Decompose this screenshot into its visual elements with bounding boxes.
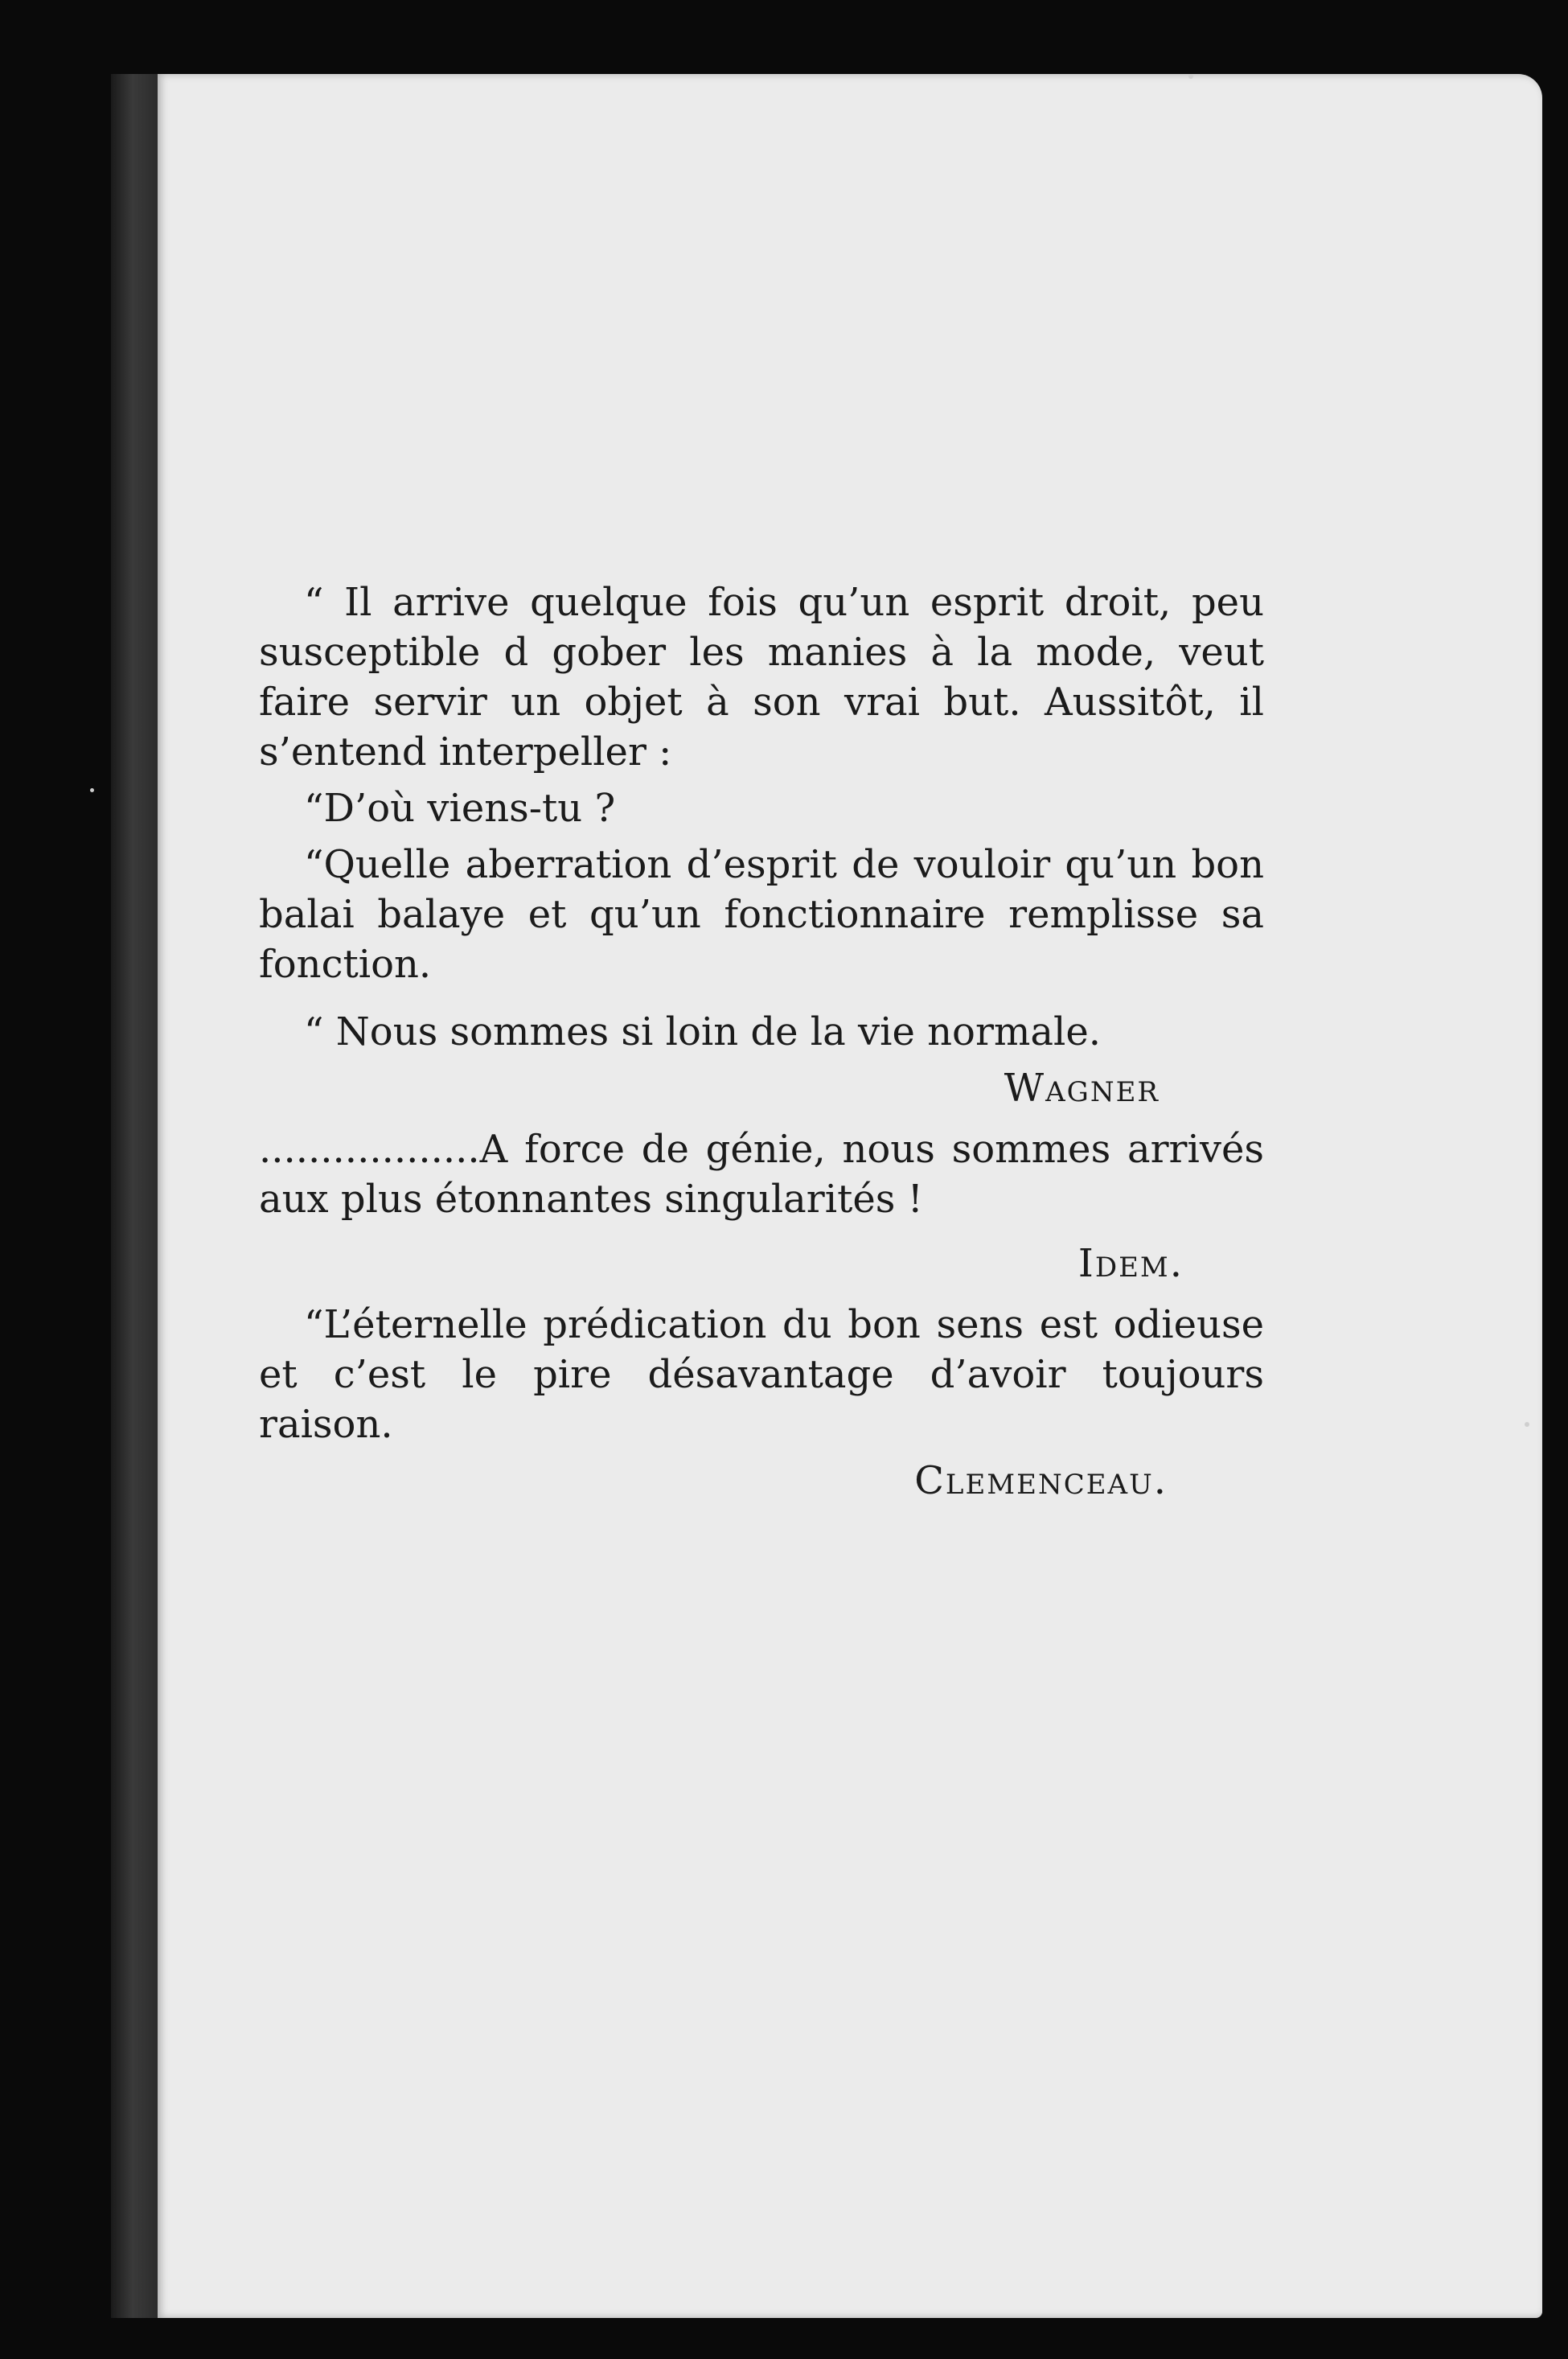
attribution-wagner: Wagner [1004,1066,1160,1111]
dust-speck [1188,74,1193,79]
quote-paragraph-6: “L’éternelle prédication du bon sens est odieuse et c’est le pire désavantage d’avoir toujours raison. [259,1302,1264,1447]
quote-paragraph-5: ..................A force de génie, nous sommes arrivés aux plus étonnantes singularités ! [259,1127,1264,1222]
attribution-idem: Idem. [1077,1241,1184,1286]
dust-speck [1525,1422,1529,1427]
quotation-text [259,577,1264,1517]
quote-paragraph-3: “Quelle aberration d’esprit de vouloir qu’un bon balai balaye et qu’un fonctionnaire remplisse sa fonction. [259,842,1264,987]
dust-speck [90,788,94,792]
quote-paragraph-2: “D’où viens-tu ? [304,786,616,831]
book-spine [111,74,159,2318]
quote-paragraph-4: “ Nous sommes si loin de la vie normale. [304,1009,1102,1054]
quote-paragraph-1: “ Il arrive quelque fois qu’un esprit droit, peu susceptible d gober les manies à la mode, veut faire servir un objet à son vrai but. Aussitôt, il s’entend interpeller : [259,580,1264,775]
attribution-clemenceau: Clemenceau. [914,1458,1168,1503]
